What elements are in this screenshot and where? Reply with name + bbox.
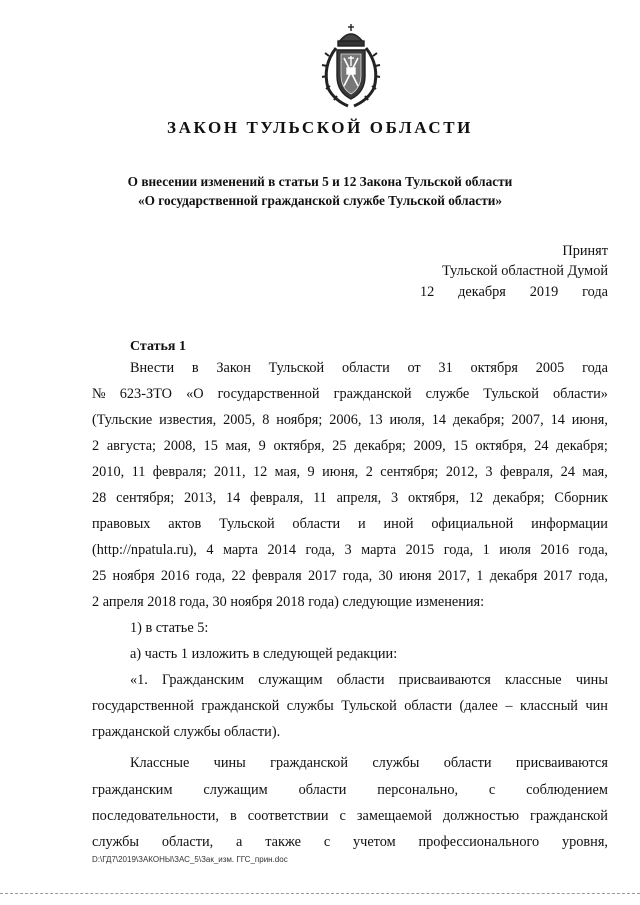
body-line (92, 386, 608, 408)
word: области» (552, 386, 608, 402)
word: области (298, 782, 347, 798)
word: 12 (468, 490, 484, 506)
body-line (92, 464, 608, 486)
word: 2 (365, 464, 373, 480)
word: службы (92, 834, 140, 850)
word: апреля, (336, 490, 382, 506)
body-line (92, 412, 608, 434)
word: присваиваются (398, 672, 491, 688)
word: 2013, (183, 490, 217, 506)
law-subtitle-line-1: О внесении изменений в статьи 5 и 12 Закона Тульской области (127, 174, 513, 189)
body-line (92, 782, 608, 804)
word: декабря (458, 284, 506, 300)
word: 2 (92, 438, 100, 454)
body-line (130, 672, 608, 694)
word: года (582, 360, 608, 376)
word: сентября; (380, 464, 439, 480)
word: гражданской (201, 698, 280, 714)
word: и (358, 516, 366, 532)
word: присваиваются (515, 755, 608, 771)
word: Тульской (341, 698, 397, 714)
word: службы (286, 698, 334, 714)
word: служащим (203, 782, 268, 798)
word: Тульской (219, 516, 275, 532)
word: июня, (571, 412, 608, 428)
word: Классные (130, 755, 190, 771)
body-line (130, 360, 608, 382)
word: иной (383, 516, 414, 532)
word: 2016 (160, 568, 190, 584)
body-line (92, 568, 608, 590)
word: 2015 (405, 542, 435, 558)
word: от (407, 360, 421, 376)
word: 14 (431, 412, 446, 428)
word: чины (213, 755, 246, 771)
list-item-part-1: а) часть 1 изложить в следующей редакции: (130, 646, 398, 662)
word: с (488, 782, 496, 798)
word: актов (168, 516, 202, 532)
word: июля (499, 542, 531, 558)
word: 1 (476, 568, 484, 584)
word: Тульской (483, 386, 539, 402)
word: с (323, 834, 331, 850)
word: персонально, (377, 782, 459, 798)
word: 13 (368, 412, 383, 428)
adopted-label: Принят (562, 243, 608, 259)
word: области (341, 360, 390, 376)
word: службы (372, 755, 420, 771)
word: декабря; (556, 438, 608, 454)
word: марта (361, 542, 397, 558)
word: классные (504, 672, 562, 688)
word: сентября; (116, 490, 175, 506)
body-line (92, 490, 608, 512)
word: декабря; (354, 438, 406, 454)
word: с (339, 808, 346, 824)
word: июля, (389, 412, 425, 428)
word: 30 (378, 568, 393, 584)
word: ноября (112, 568, 155, 584)
word: чин (585, 698, 608, 714)
word: года, (443, 542, 474, 558)
word: Гражданским (162, 672, 245, 688)
word: октября (470, 360, 518, 376)
body-line: гражданской службы области). (92, 724, 281, 740)
word: официальной (431, 516, 514, 532)
word: 2017 (543, 568, 573, 584)
word: 15 (453, 438, 468, 454)
word: профессионального (418, 834, 540, 850)
body-line (92, 438, 608, 460)
word: 2019 (529, 284, 559, 300)
word: 22 (231, 568, 246, 584)
word: Тульской (268, 360, 325, 376)
word: (Тульские (92, 412, 153, 428)
word: гражданской (270, 755, 348, 771)
word: № (92, 386, 106, 402)
word: марта (222, 542, 258, 558)
word: 2005, (223, 412, 256, 428)
word: известия, (159, 412, 217, 428)
word: (http://npatula.ru), (92, 542, 197, 558)
word: ноября; (276, 412, 323, 428)
word: года, (195, 568, 226, 584)
word: года, (578, 568, 608, 584)
word: чины (575, 672, 608, 688)
word: области (336, 672, 385, 688)
word: 15 (203, 438, 218, 454)
adopted-date (420, 284, 608, 301)
word: соответствии (247, 808, 329, 824)
word: декабря (489, 568, 538, 584)
word: года, (342, 568, 373, 584)
word: (далее (459, 698, 498, 714)
word: 4 (206, 542, 214, 558)
file-path-footer: D:\ГД7\2019\ЗАКОНЫ\ЗАС_5\Зак_изм. ГГС_прин.doc (92, 855, 288, 864)
word: 2017, (437, 568, 471, 584)
body-line (92, 542, 608, 564)
law-subtitle-line-2: «О государственной гражданской службе Тульской области» (137, 193, 503, 208)
word: 2005 (535, 360, 565, 376)
word: – (505, 698, 513, 714)
word: 2012, (445, 464, 478, 480)
word: октября, (475, 438, 527, 454)
word: февраля, (499, 464, 554, 480)
word: 3 (485, 464, 493, 480)
word: правовых (92, 516, 151, 532)
word: службе (425, 386, 470, 402)
word: 11 (131, 464, 146, 480)
word: 2006, (329, 412, 362, 428)
word: июня, (322, 464, 359, 480)
word: 9 (307, 464, 315, 480)
list-item-article-5: 1) в статье 5: (130, 620, 209, 636)
word: мая, (225, 438, 251, 454)
word: февраля (252, 568, 302, 584)
word: 12 (252, 464, 268, 480)
word: февраля; (152, 464, 207, 480)
body-line (92, 808, 608, 830)
word: года (582, 284, 608, 300)
word: 2016 (540, 542, 570, 558)
article-heading: Статья 1 (130, 339, 186, 354)
word: соблюдением (526, 782, 608, 798)
word: 11 (313, 490, 327, 506)
word: в (191, 360, 199, 376)
word: гражданской (530, 808, 608, 824)
word: июня (399, 568, 432, 584)
word: декабря; (492, 490, 545, 506)
word: в (229, 808, 237, 824)
word: государственной (92, 698, 194, 714)
word: «1. (130, 672, 148, 688)
word: уровня, (561, 834, 608, 850)
word: государственной (217, 386, 320, 402)
body-line (92, 516, 608, 538)
word: года, (578, 542, 608, 558)
word: 14 (550, 412, 565, 428)
word: области, (161, 834, 214, 850)
body-line (92, 834, 608, 856)
word: мая, (274, 464, 301, 480)
word: области (404, 698, 453, 714)
word: 1 (482, 542, 490, 558)
word: 31 (438, 360, 453, 376)
word: мая, (582, 464, 608, 480)
word: 2007, (511, 412, 544, 428)
word: служащим (258, 672, 323, 688)
adopted-by: Тульской областной Думой (442, 263, 608, 279)
word: замещаемой (356, 808, 432, 824)
scan-edge-divider (0, 893, 640, 897)
word: информации (531, 516, 608, 532)
word: года, (305, 542, 335, 558)
word: Внести (130, 360, 175, 376)
word: 14 (225, 490, 241, 506)
word: гражданским (92, 782, 173, 798)
body-line (92, 698, 608, 720)
word: августа; (106, 438, 157, 454)
word: 2014 (267, 542, 297, 558)
word: октября, (407, 490, 460, 506)
word: 2011, (213, 464, 246, 480)
word: 3 (344, 542, 352, 558)
word: «О (186, 386, 204, 402)
word: октября, (273, 438, 325, 454)
word: февраля, (250, 490, 304, 506)
word: 25 (92, 568, 107, 584)
law-title: ЗАКОН ТУЛЬСКОЙ ОБЛАСТИ (167, 118, 473, 137)
word: Закон (216, 360, 251, 376)
body-line (130, 755, 608, 777)
word: классный (519, 698, 578, 714)
word: 12 (420, 284, 435, 300)
word: 9 (258, 438, 266, 454)
word: 2008, (163, 438, 196, 454)
word: а (236, 834, 243, 850)
word: 8 (262, 412, 270, 428)
word: должностью (442, 808, 520, 824)
word: 24 (534, 438, 549, 454)
word: 25 (332, 438, 347, 454)
word: гражданской (333, 386, 412, 402)
word: последовательности, (92, 808, 219, 824)
word: 2017 (307, 568, 337, 584)
word: 3 (391, 490, 399, 506)
word: 2010, (92, 464, 125, 480)
tula-coat-of-arms-emblem (318, 22, 384, 110)
body-line: 2 апреля 2018 года, 30 ноября 2018 года) следующие изменения: (92, 594, 485, 610)
word: также (265, 834, 301, 850)
word: Сборник (554, 490, 608, 506)
word: 623-ЗТО (119, 386, 172, 402)
word: области (292, 516, 341, 532)
word: учетом (353, 834, 396, 850)
word: 2009, (413, 438, 446, 454)
word: 24 (560, 464, 575, 480)
word: 28 (92, 490, 107, 506)
word: области (443, 755, 492, 771)
word: декабря; (452, 412, 505, 428)
